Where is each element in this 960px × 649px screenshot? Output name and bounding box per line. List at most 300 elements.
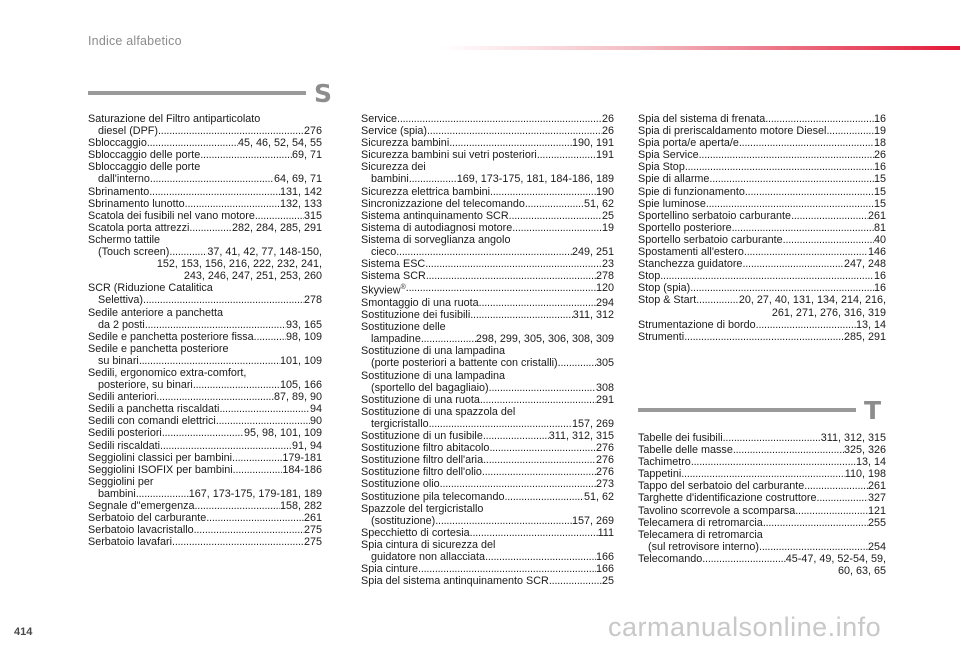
entry-label-text: Strumenti	[638, 330, 685, 343]
entry-line	[361, 125, 614, 137]
entry-pages: 93, 165	[285, 318, 322, 331]
entry-pages: 16	[873, 270, 886, 283]
entry-line	[88, 125, 322, 137]
index-entry	[88, 391, 322, 403]
entry-label	[638, 113, 765, 125]
entry-label-text: bambini	[98, 487, 136, 500]
entry-label-text: Spia di preriscaldamento motore Diesel	[638, 125, 827, 138]
dot-leader	[483, 430, 549, 442]
entry-label-text: Sedile e panchetta posteriore	[88, 342, 229, 355]
dot-leader	[232, 452, 282, 464]
index-entry	[361, 125, 614, 137]
entry-label-text: su binari	[98, 354, 139, 367]
entry-label	[98, 294, 143, 306]
entry-label	[88, 367, 246, 379]
entry-pages: 261	[867, 209, 886, 222]
entry-line	[638, 553, 886, 565]
entry-pages: 167, 173-175, 179-181, 189	[188, 487, 322, 500]
index-entry	[638, 186, 886, 198]
index-entry	[361, 222, 614, 234]
entry-label-text: Service	[361, 113, 398, 125]
entry-label-text: Spie di funzionamento	[638, 185, 745, 198]
entry-label-text: Tabelle delle masse	[638, 444, 733, 457]
entry-line	[638, 246, 886, 258]
entry-label-text: Spia del sistema antinquinamento SCR	[361, 575, 549, 588]
entry-label	[361, 527, 470, 539]
index-entry	[361, 503, 614, 527]
entry-line	[638, 137, 886, 149]
page-header-title: Indice alfabetico	[88, 34, 182, 48]
dot-leader	[185, 198, 280, 210]
dot-leader	[396, 246, 572, 258]
entry-line	[361, 321, 614, 333]
entry-line	[361, 357, 614, 369]
entry-label-text: Sistema ESC	[361, 258, 426, 271]
entry-label	[361, 321, 446, 333]
page-number: 414	[14, 626, 33, 638]
entry-line	[88, 427, 322, 439]
index-entry	[638, 198, 886, 210]
entry-label-text: Sportello serbatoio carburante	[638, 233, 783, 246]
dot-leader	[696, 294, 739, 306]
entry-line	[361, 270, 614, 282]
entry-label	[638, 529, 763, 541]
entry-pages: 64, 69, 71	[273, 173, 322, 186]
entry-line	[361, 345, 614, 357]
dot-leader	[745, 186, 874, 198]
index-entry	[638, 432, 886, 444]
entry-label-text: Sostituzione dei fusibili	[361, 309, 471, 322]
entry-line	[638, 468, 886, 480]
entry-label-text: Spia porta/e aperta/e	[638, 137, 739, 150]
index-entry	[88, 464, 322, 476]
entry-label	[361, 309, 470, 321]
entry-line	[361, 503, 614, 515]
dot-leader	[440, 478, 596, 490]
entry-line	[88, 210, 322, 222]
entry-label-text: bambini	[371, 173, 409, 186]
dot-leader	[765, 113, 874, 125]
entry-label-text: (sostituzione)	[371, 514, 436, 527]
dot-leader	[149, 186, 280, 198]
entry-label	[361, 282, 406, 297]
dot-leader	[744, 246, 868, 258]
entry-pages: 294	[595, 297, 614, 309]
entry-pages: 69, 71	[291, 149, 322, 162]
entry-label-text: Sedili riscaldati	[88, 439, 161, 452]
entry-line	[361, 466, 614, 478]
entry-label	[371, 515, 435, 527]
entry-line	[638, 505, 886, 517]
entry-label	[361, 442, 489, 454]
dot-leader	[206, 512, 304, 524]
index-entry	[361, 282, 614, 297]
dot-leader	[425, 258, 602, 270]
entry-pages: 25	[601, 575, 614, 588]
index-entry	[88, 512, 322, 524]
entry-label	[361, 198, 525, 210]
entry-label-text: Tachimetro	[638, 456, 691, 469]
entry-label	[371, 551, 485, 563]
dot-leader	[509, 210, 602, 222]
dot-leader	[709, 173, 874, 185]
entry-line	[88, 464, 322, 476]
index-entry	[638, 161, 886, 173]
index-entry	[361, 270, 614, 282]
entry-pages: 315	[303, 209, 322, 222]
entry-label-text: Tappetini	[638, 468, 682, 481]
watermark: carmanualsonline.info	[608, 612, 882, 642]
dot-leader	[409, 173, 457, 185]
index-entry	[88, 440, 322, 452]
dot-leader	[193, 379, 280, 391]
entry-label-text: Stanchezza guidatore	[638, 258, 743, 271]
entry-line	[361, 186, 614, 198]
entry-line	[88, 355, 322, 367]
entry-label-text: Sistema di autodiagnosi motore	[361, 221, 513, 234]
section-letter-s: S	[314, 78, 333, 108]
dot-leader	[233, 464, 283, 476]
dot-leader	[702, 553, 786, 565]
entry-pages: 81	[873, 221, 886, 234]
dot-leader	[795, 505, 868, 517]
dot-leader	[147, 137, 238, 149]
entry-line	[638, 113, 886, 125]
entry-line	[88, 137, 322, 149]
entry-pages: 311, 312	[572, 309, 614, 322]
entry-pages: 13, 14	[855, 318, 886, 331]
entry-label	[361, 186, 490, 198]
index-column-1	[88, 113, 322, 548]
entry-label	[638, 331, 684, 343]
entry-label	[638, 198, 706, 210]
entry-label	[361, 563, 418, 575]
entry-label	[88, 403, 219, 415]
entry-line	[88, 331, 322, 343]
entry-line	[88, 367, 322, 379]
entry-label-text: Spia del sistema di frenata	[638, 113, 766, 125]
entry-label	[371, 173, 409, 185]
entry-label-text: Sostituzione filtro dell'olio	[361, 466, 482, 479]
entry-label	[361, 137, 449, 149]
entry-label-text: Strumentazione di bordo	[638, 318, 756, 331]
entry-label-text: Spia Service	[638, 149, 699, 162]
entry-pages: 18	[873, 137, 886, 150]
entry-label	[98, 246, 169, 258]
index-entry	[88, 403, 322, 415]
dot-leader	[549, 575, 602, 587]
index-entry	[88, 149, 322, 161]
entry-label	[361, 234, 510, 246]
entry-line	[638, 210, 886, 222]
entry-label-text: Spia cinture	[361, 563, 419, 576]
entry-pages: 98, 109	[285, 330, 322, 343]
entry-label	[638, 432, 723, 444]
entry-label-text: Sostituzione delle	[361, 321, 446, 334]
entry-label	[638, 149, 699, 161]
entry-pages: 276	[595, 466, 614, 479]
section-header-s	[88, 78, 333, 108]
entry-line	[88, 452, 322, 464]
entry-label	[638, 517, 763, 529]
entry-line	[638, 319, 886, 331]
index-entry	[88, 282, 322, 306]
entry-label-text: Saturazione del Filtro antiparticolato	[88, 113, 261, 125]
entry-pages: 25	[601, 209, 614, 222]
entry-label-text: Sicurezza dei	[361, 161, 426, 174]
entry-label-text: Sostituzione filtro abitacolo	[361, 442, 490, 455]
entry-line	[88, 391, 322, 403]
entry-line	[638, 456, 886, 468]
index-entry	[88, 452, 322, 464]
entry-label-text: SCR (Riduzione Catalitica	[88, 282, 213, 295]
entry-label	[638, 270, 660, 282]
entry-pages: 276	[595, 442, 614, 455]
entry-label	[98, 379, 193, 391]
entry-label-text: Sostituzione di una ruota	[361, 393, 480, 406]
entry-line	[88, 440, 322, 452]
dot-leader	[482, 466, 596, 478]
index-entry	[361, 563, 614, 575]
entry-label-text: posteriore, su binari	[98, 379, 193, 392]
index-entry	[361, 527, 614, 539]
entry-label-text: Sedile e panchetta posteriore fissa	[88, 330, 254, 343]
entry-pages: 327	[867, 492, 886, 505]
entry-line	[88, 294, 322, 306]
entry-line	[361, 442, 614, 454]
entry-line	[88, 113, 322, 125]
entry-label-text: Sedili con comandi elettrici	[88, 415, 216, 428]
dot-leader	[255, 210, 304, 222]
entry-label	[88, 536, 172, 548]
entry-label	[648, 541, 759, 553]
entry-pages: 282, 284, 285, 291	[231, 221, 322, 234]
entry-label	[88, 440, 160, 452]
entry-label-text: Smontaggio di una ruota	[361, 297, 479, 309]
index-entry	[361, 442, 614, 454]
entry-label	[638, 222, 732, 234]
entry-label	[638, 161, 685, 173]
entry-label	[638, 137, 739, 149]
entry-label-text: Sicurezza bambini	[361, 137, 450, 150]
dot-leader	[397, 113, 602, 125]
entry-line	[361, 149, 614, 161]
entry-line	[361, 575, 614, 587]
entry-label	[88, 415, 216, 427]
entry-line	[361, 222, 614, 234]
entry-label	[361, 503, 483, 515]
entry-line	[88, 500, 322, 512]
dot-leader	[158, 125, 304, 137]
index-entry	[88, 210, 322, 222]
entry-pages: 16	[873, 282, 886, 295]
entry-pages: 19	[873, 125, 886, 138]
dot-leader	[479, 297, 596, 309]
entry-line	[88, 173, 322, 185]
entry-line	[88, 524, 322, 536]
index-entry	[88, 234, 322, 282]
entry-pages: 37, 41, 42, 77, 148-150,	[207, 246, 322, 259]
header-accent-line	[440, 46, 960, 50]
entry-label	[638, 246, 744, 258]
entry-line	[361, 258, 614, 270]
dot-leader	[723, 432, 821, 444]
entry-label	[88, 331, 254, 343]
entry-line	[638, 529, 886, 541]
entry-line	[361, 309, 614, 321]
dot-leader	[189, 222, 232, 234]
entry-label	[88, 427, 162, 439]
dot-leader	[733, 444, 844, 456]
entry-line	[361, 551, 614, 563]
entry-label-text: Seggiolini per	[88, 475, 154, 488]
entry-line	[638, 444, 886, 456]
entry-line	[88, 222, 322, 234]
entry-pages: 105, 166	[279, 379, 322, 392]
entry-pages: 20, 27, 40, 131, 134, 214, 216,	[738, 294, 886, 307]
entry-label-text: Targhette d'identificazione costruttore	[638, 492, 817, 505]
index-entry	[638, 210, 886, 222]
index-entry	[361, 234, 614, 258]
dot-leader	[470, 527, 598, 539]
entry-pages: 131, 142	[279, 185, 322, 198]
index-entry	[361, 370, 614, 394]
entry-label	[88, 198, 185, 210]
entry-pages: 26	[601, 125, 614, 138]
entry-pages: 15	[873, 185, 886, 198]
dot-leader	[406, 282, 596, 297]
entry-pages: 111	[597, 526, 614, 539]
index-entry	[638, 468, 886, 480]
entry-label-text: Sedile anteriore a panchetta	[88, 306, 224, 319]
entry-label-text: (Touch screen)	[98, 246, 170, 259]
entry-label	[88, 524, 194, 536]
index-entry	[638, 258, 886, 270]
dot-leader	[427, 125, 602, 137]
entry-label	[361, 345, 505, 357]
dot-leader	[504, 491, 584, 503]
index-entry	[361, 113, 614, 125]
index-entry	[88, 524, 322, 536]
entry-label-text: Spie di allarme	[638, 173, 710, 186]
entry-pages: 311, 312, 315	[820, 432, 886, 444]
dot-leader	[421, 333, 476, 345]
entry-label	[361, 222, 512, 234]
entry-label-text: diesel (DPF)	[98, 125, 158, 138]
index-entry	[638, 246, 886, 258]
entry-line	[638, 173, 886, 185]
entry-line	[361, 198, 614, 210]
entry-pages: 132, 133	[279, 197, 322, 210]
entry-pages: 179-181	[282, 451, 322, 464]
entry-line	[88, 319, 322, 331]
dot-leader	[706, 198, 874, 210]
entry-label-text: Specchietto di cortesia	[361, 526, 470, 539]
index-entry	[638, 319, 886, 331]
entry-pages: 15	[873, 173, 886, 186]
index-entry	[88, 186, 322, 198]
entry-pages: 45, 46, 52, 54, 55	[237, 137, 322, 150]
entry-line	[638, 234, 886, 246]
entry-pages: 305	[595, 357, 614, 370]
entry-pages: 94	[309, 403, 322, 416]
entry-label-text: (porte posteriori a battente con cristalli)	[371, 357, 558, 370]
dot-leader	[418, 563, 596, 575]
entry-line	[361, 161, 614, 173]
entry-pages: 255	[867, 516, 886, 529]
entry-line	[638, 282, 886, 294]
entry-label	[88, 234, 160, 246]
index-entry	[88, 427, 322, 439]
entry-label	[88, 137, 147, 149]
entry-pages: 261	[867, 480, 886, 493]
dot-leader	[690, 282, 874, 294]
index-entry	[638, 113, 886, 125]
entry-label	[88, 391, 156, 403]
entry-label	[371, 418, 429, 430]
dot-leader	[739, 137, 874, 149]
entry-label	[361, 370, 505, 382]
index-entry	[361, 309, 614, 321]
entry-label-text: Sbloccaggio delle porte	[88, 149, 201, 162]
entry-pages: 23	[601, 258, 614, 271]
index-entry	[361, 345, 614, 369]
entry-pages: 95, 98, 101, 109	[243, 427, 322, 440]
entry-label	[98, 355, 139, 367]
dot-leader	[194, 500, 279, 512]
entry-label	[361, 297, 479, 309]
entry-label-text: Seggiolini classici per bambini	[88, 451, 233, 464]
dot-leader	[449, 137, 572, 149]
index-entry	[638, 137, 886, 149]
index-entry	[638, 331, 886, 343]
entry-pages: 146	[867, 246, 886, 259]
entry-label	[638, 480, 804, 492]
entry-label-text: Sbloccaggio	[88, 137, 147, 150]
entry-label	[361, 478, 440, 490]
entry-pages: 110, 198	[844, 468, 886, 481]
entry-label	[361, 270, 426, 282]
index-entry	[361, 539, 614, 563]
dot-leader	[817, 492, 868, 504]
entry-pages: 26	[601, 113, 614, 125]
entry-label-text: Telecomando	[638, 552, 703, 565]
entry-label-text: Spie luminose	[638, 197, 706, 210]
entry-pages: 157, 269	[571, 514, 614, 527]
entry-line	[361, 382, 614, 394]
entry-label	[88, 186, 149, 198]
dot-leader	[160, 440, 292, 452]
entry-label	[638, 125, 826, 137]
entry-line	[88, 149, 322, 161]
dot-leader	[216, 415, 310, 427]
entry-page-continuation: 261, 271, 276, 316, 319	[771, 306, 886, 319]
index-entry	[88, 415, 322, 427]
index-entry	[361, 210, 614, 222]
entry-label-text: Spia Stop	[638, 161, 685, 174]
entry-label-text: Sedili, ergonomico extra-comfort,	[88, 366, 247, 379]
entry-label-text: Sbrinamento lunotto	[88, 197, 185, 210]
dot-leader	[426, 270, 596, 282]
entry-label-text: Sicurezza elettrica bambini	[361, 185, 491, 198]
entry-label	[88, 282, 213, 294]
dot-leader	[525, 198, 584, 210]
entry-label	[371, 333, 421, 345]
index-entry	[88, 198, 322, 210]
entry-pages: 325, 326	[843, 444, 886, 457]
entry-line	[361, 527, 614, 539]
index-entry	[88, 536, 322, 548]
